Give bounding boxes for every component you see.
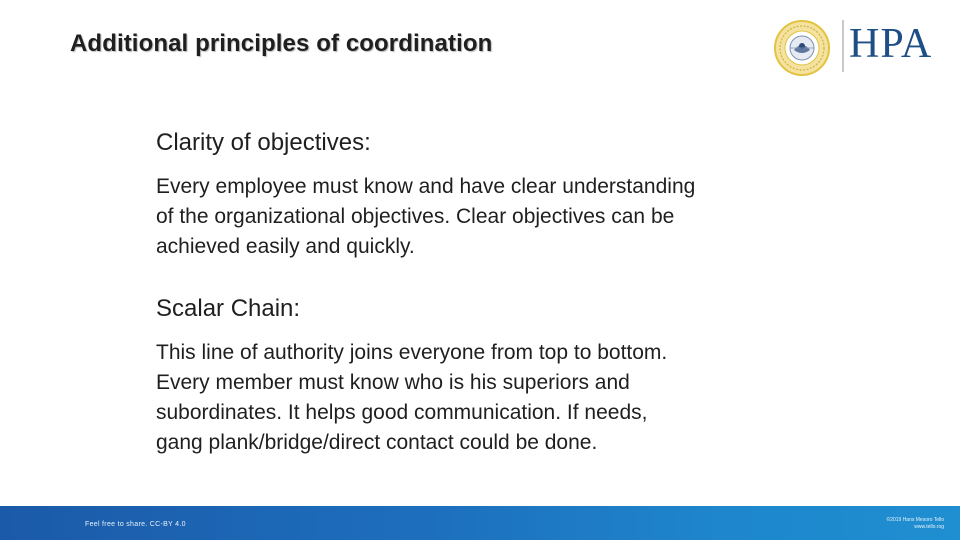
section-body xyxy=(156,172,836,262)
footer-credit-line: www.tello.rog xyxy=(914,524,944,530)
footer-credit xyxy=(886,517,944,531)
university-seal-icon xyxy=(774,20,830,76)
slide-title: Additional principles of coordination xyxy=(70,30,493,57)
section-heading: Clarity of objectives: xyxy=(156,129,371,156)
logo-text: HPA xyxy=(849,21,933,67)
body-line: achieved easily and quickly. xyxy=(156,235,415,258)
body-line: This line of authority joins everyone from top to bottom. xyxy=(156,341,668,364)
footer-bar xyxy=(0,506,960,540)
footer-license-text: Feel free to share. CC-BY 4.0 xyxy=(85,521,186,528)
section-heading: Scalar Chain: xyxy=(156,295,301,322)
slide-content xyxy=(156,128,836,458)
section-scalar-chain xyxy=(156,294,836,458)
footer-credit-line: ©2019 Hans Mesoro Tello xyxy=(886,517,944,523)
body-line: Every member must know who is his superiors and xyxy=(156,371,630,394)
logo-divider xyxy=(842,20,844,72)
body-line: gang plank/bridge/direct contact could be done. xyxy=(156,431,598,454)
section-body xyxy=(156,338,836,458)
body-line: subordinates. It helps good communication. If needs, xyxy=(156,401,648,424)
body-line: Every employee must know and have clear understanding xyxy=(156,175,696,198)
section-clarity-of-objectives xyxy=(156,128,836,262)
hpa-logo xyxy=(774,16,946,76)
body-line: of the organizational objectives. Clear objectives can be xyxy=(156,205,675,228)
